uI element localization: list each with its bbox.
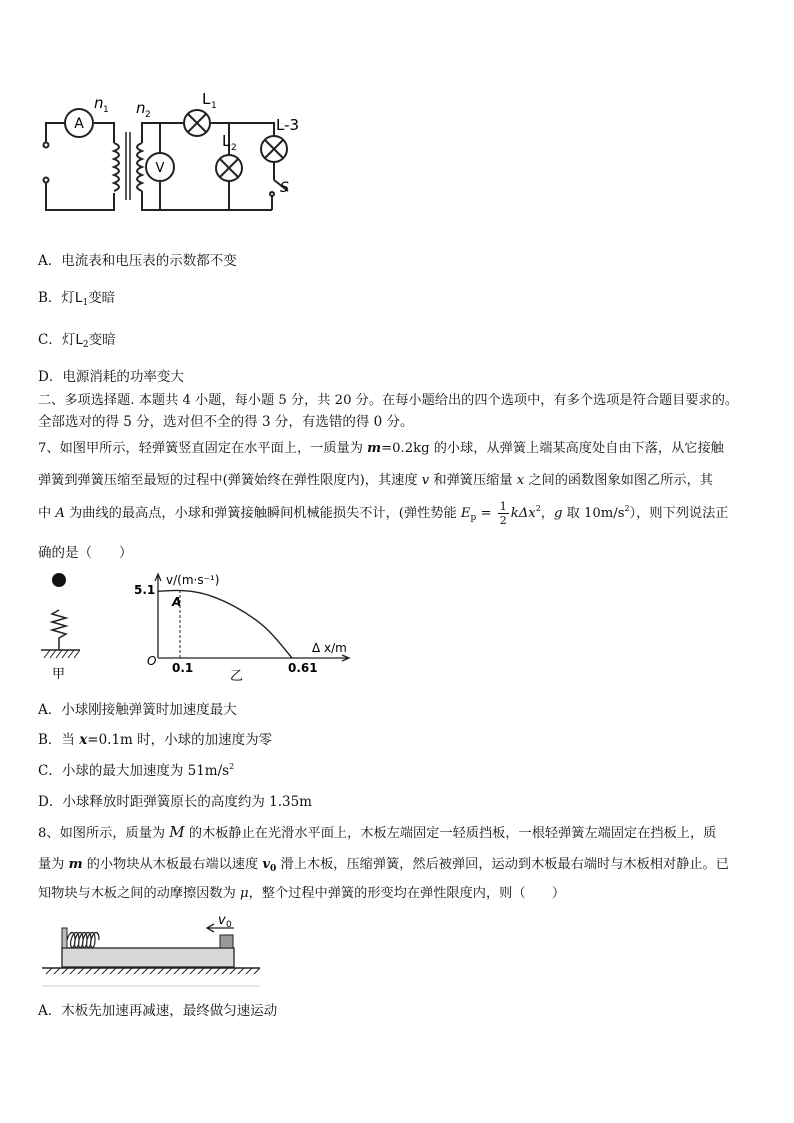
q7-line3: 中 A 为曲线的最高点，小球和弹簧接触瞬间机械能损失不计，(弹性势能 $E_p$ = $\frac{1}{2}$ kΔx$^2$，g 取 $10m/s^2$），则下列说法正	[38, 500, 729, 527]
ammeter-label: A	[74, 116, 84, 132]
L3-label: L-3	[276, 116, 300, 134]
q6-option-d: D．电源消耗的功率变大	[38, 369, 184, 385]
transformer-circuit-figure	[36, 88, 306, 218]
spring-coil-icon	[67, 933, 99, 948]
peak-label: A	[172, 595, 182, 609]
q7-option-c: C．小球的最大加速度为 $51m/s^2$	[38, 762, 235, 779]
section2-line1: 二、多项选择题. 本题共 4 小题，每小题 5 分，共 20 分。在每小题给出的四个选项中，有多个选项是符合题目要求的。	[38, 393, 739, 408]
L1-label: L	[202, 90, 211, 108]
velocity-compression-chart	[130, 570, 360, 682]
q7-line1: 7、如图甲所示，轻弹簧竖直固定在水平面上，一质量为 m=0.2kg 的小球，从弹簧上端某高度处自由下落，从它接触	[38, 441, 724, 456]
n2-label: n	[136, 99, 146, 117]
section2-line2: 全部选对的得 5 分，选对但不全的得 3 分，有选错的得 0 分。	[38, 414, 414, 430]
board-spring-figure	[38, 910, 268, 990]
lamp-L3-icon	[261, 136, 287, 162]
q7-option-a: A．小球刚接触弹簧时加速度最大	[38, 702, 237, 718]
q6-option-a: A．电流表和电压表的示数都不变	[38, 253, 237, 269]
origin-label: O	[147, 654, 157, 668]
L2-sub: 2	[231, 143, 237, 153]
q8-option-a: A．木板先加速再减速，最终做匀速运动	[38, 1003, 278, 1019]
q8-line1: 8、如图所示，质量为 M 的木板静止在光滑水平面上，木板左端固定一轻质挡板，一根轻弹簧左端固定在挡板上，质	[38, 823, 717, 841]
q7-option-d: D．小球释放时距弹簧原长的高度约为 1.35m	[38, 794, 312, 810]
q6-option-c: C．灯$L_2$变暗	[38, 332, 116, 350]
n1-label: n	[94, 94, 104, 112]
y-axis-label: v/(m·s⁻¹)	[166, 573, 220, 587]
q8-line3: 知物块与木板之间的动摩擦因数为 μ，整个过程中弹簧的形变均在弹性限度内，则（ ）	[38, 886, 566, 901]
L2-label: L	[222, 132, 231, 150]
ball-icon	[52, 573, 66, 587]
fraction-one-half: $\frac{1}{2}$	[499, 500, 507, 527]
x-axis-label: Δ x/m	[312, 641, 347, 655]
q6-option-b: B．灯$L_1$变暗	[38, 290, 116, 308]
L1-sub: 1	[211, 101, 217, 111]
q7-line2: 弹簧到弹簧压缩至最短的过程中(弹簧始终在弹性限度内)，其速度 v 和弹簧压缩量 x 之间的函数图象如图乙所示，其	[38, 473, 713, 488]
block	[220, 935, 233, 948]
switch-label: S	[280, 180, 289, 196]
x-tick-label-2: 0.61	[288, 661, 318, 675]
n1-sub: 1	[103, 105, 109, 115]
figure-jia-label: 甲	[52, 667, 66, 680]
q8-line2: 量为 m 的小物块从木板最右端以速度 $v_0$ 滑上木板，压缩弹簧，然后被弹回，运动到木板最右端时与木板相对静止。已	[38, 857, 729, 874]
q7-option-b: B．当 x=0.1m 时，小球的加速度为零	[38, 732, 273, 748]
spring-icon	[52, 610, 66, 650]
n2-sub: 2	[145, 110, 151, 120]
lamp-L1-icon	[184, 110, 210, 136]
baffle	[62, 928, 67, 948]
board	[62, 948, 234, 967]
lamp-L2-icon	[216, 155, 242, 181]
v0-sub: 0	[226, 920, 232, 930]
v0-label: v	[218, 913, 226, 928]
x-tick-label-1: 0.1	[172, 661, 194, 675]
figure-yi-label: 乙	[230, 669, 244, 682]
ball-spring-figure	[38, 568, 98, 680]
voltmeter-label: V	[155, 161, 165, 176]
q7-line4: 确的是（ ）	[38, 545, 133, 561]
y-tick-label: 5.1	[134, 583, 156, 597]
y-axis	[155, 574, 161, 658]
